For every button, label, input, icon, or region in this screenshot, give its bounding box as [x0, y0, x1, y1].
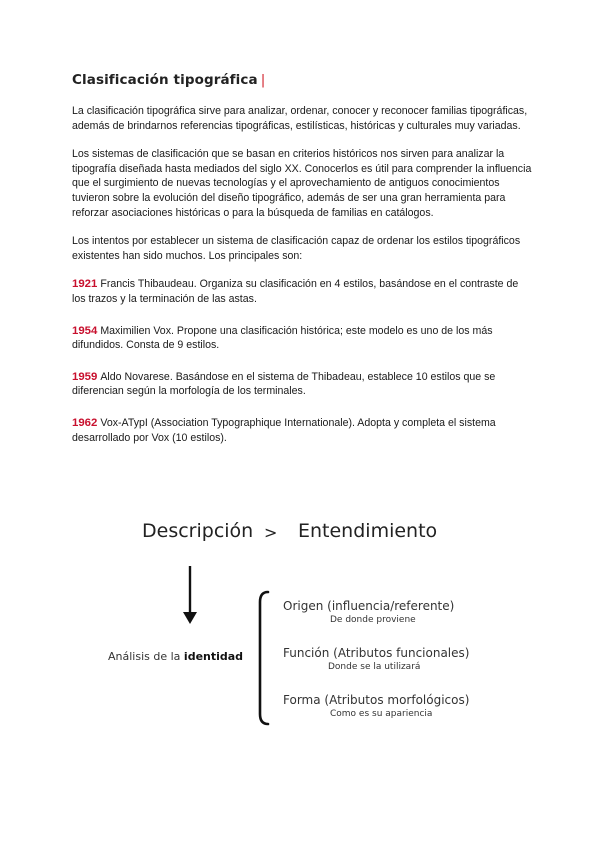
diagram-separator: > [264, 523, 278, 542]
analysis-bold: identidad [183, 650, 244, 663]
title-bar: | [260, 72, 266, 88]
diagram-description-title: Descripción [142, 520, 254, 542]
entry-1962 [72, 416, 532, 445]
entry-year: 1962 [72, 416, 98, 429]
diagram-item-form-sub: Como es su apariencia [330, 709, 433, 719]
entry-text: Aldo Novarese. Basándose en el sistema de Thibadeau, establece 10 estilos que se diferencian según la morfología de los terminales. [72, 370, 496, 398]
entry-year: 1954 [72, 324, 98, 337]
entry-1954 [72, 324, 532, 353]
paragraph-attempts: Los intentos por establecer un sistema de clasificación capaz de ordenar los estilos tipográficos existentes han sido muchos. Los principales son: [72, 235, 521, 262]
entry-text: Maximilien Vox. Propone una clasificación histórica; este modelo es uno de los más difundidos. Consta de 9 estilos. [72, 324, 493, 352]
diagram-item-origin: Origen (influencia/referente) [283, 599, 455, 613]
diagram-item-function: Función (Atributos funcionales) [283, 646, 470, 660]
entry-year: 1959 [72, 370, 98, 383]
page-title [72, 72, 532, 88]
curly-brace [260, 592, 268, 724]
document-body [72, 72, 532, 462]
paragraph-intro: La clasificación tipográfica sirve para analizar, ordenar, conocer y reconocer familias tipográficas, además de brindarnos referencias tipográficas, estilísticas, históricas y culturales muy variadas. [72, 105, 528, 132]
diagram-understanding-title: Entendimiento [298, 520, 438, 542]
entry-1959 [72, 370, 532, 399]
entry-text: Vox-ATypI (Association Typographique Internationale). Adopta y completa el sistema desarrollado por Vox (10 estilos). [72, 416, 496, 444]
diagram-item-origin-sub: De donde proviene [330, 615, 416, 625]
down-arrow-icon [183, 566, 197, 624]
entry-year: 1921 [72, 278, 98, 291]
title-text: Clasificación tipográfica [72, 72, 258, 88]
analysis-prefix: Análisis de la [108, 650, 181, 663]
paragraph-history: Los sistemas de clasificación que se basan en criterios históricos nos sirven para analizar la tipografía diseñada hasta mediados del siglo XX. Conocerlos es útil para comprender la influencia que el surgimiento de nuevas tecnologías y el aprovechamiento de antiguos conocimientos tuvieron sobre la evolución del diseño tipográfico, además de ser una gran herramienta para reforzar asociaciones históricas o para la búsqueda de familias en catálogos. [72, 148, 532, 219]
diagram-item-form: Forma (Atributos morfológicos) [283, 693, 470, 707]
entry-1921 [72, 277, 532, 306]
entry-text: Francis Thibaudeau. Organiza su clasificación en 4 estilos, basándose en el contraste de los trazos y la terminación de las astas. [72, 278, 519, 305]
analysis-label [108, 650, 243, 663]
diagram-item-function-sub: Donde se la utilizará [328, 662, 421, 672]
